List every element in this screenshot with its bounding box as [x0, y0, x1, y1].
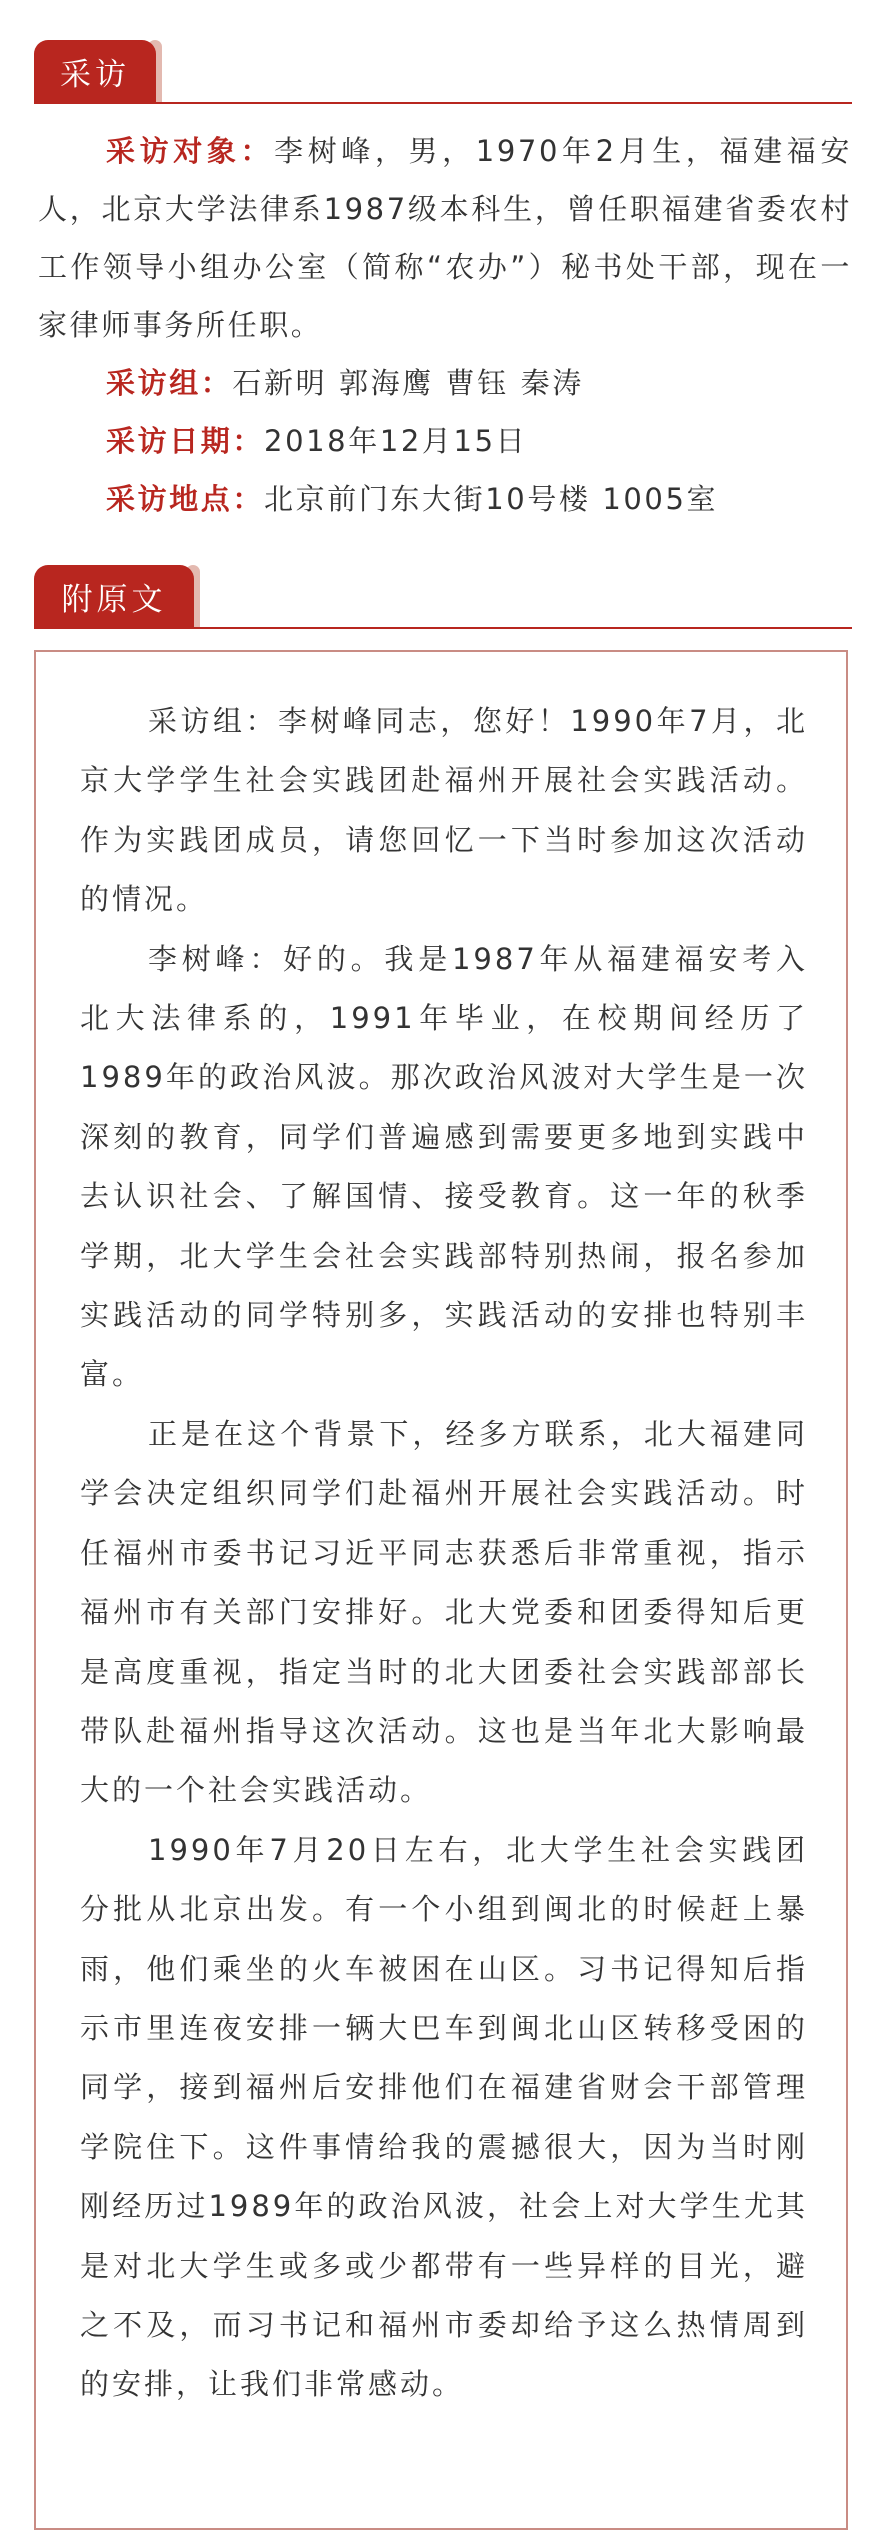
interviewee-paragraph — [38, 122, 852, 354]
interviewee-label: 采访对象： — [106, 134, 275, 168]
meta-value: 北京前门东大街10号楼 1005室 — [264, 482, 719, 516]
section-tab-interview: 采访 — [34, 40, 156, 102]
interview-team — [38, 354, 852, 412]
meta-value: 石新明 郭海鹰 曹钰 秦涛 — [232, 366, 584, 400]
meta-label: 采访组： — [106, 366, 233, 400]
interviewee-text: 李树峰，男，1970年2月生，福建福安人，北京大学法律系1987级本科生，曾任职福建省委农村工作领导小组办公室（简称“农办”）秘书处干部，现在一家律师事务所任职。 — [38, 134, 852, 342]
meta-label: 采访日期： — [106, 424, 265, 458]
section-divider — [34, 627, 852, 629]
article-paragraph: 1990年7月20日左右，北大学生社会实践团分批从北京出发。有一个小组到闽北的时候赶上暴雨，他们乘坐的火车被困在山区。习书记得知后指示市里连夜安排一辆大巴车到闽北山区转移受困的同学，接到福州后安排他们在福建省财会干部管理学院住下。这件事情给我的震撼很大，因为当时刚刚经历过1989年的政治风波，社会上对大学生尤其是对北大学生或多或少都带有一些异样的目光，避之不及，而习书记和福州市委却给予这么热情周到的安排，让我们非常感动。 — [80, 1832, 808, 2402]
section-tab-original-text: 附原文 — [34, 565, 194, 627]
interview-date — [38, 412, 852, 470]
interview-location — [38, 470, 852, 528]
meta-label: 采访地点： — [106, 482, 265, 516]
meta-value: 2018年12月15日 — [264, 424, 528, 458]
article-paragraph: 采访组：李树峰同志，您好！1990年7月，北京大学学生社会实践团赴福州开展社会实践活动。作为实践团成员，请您回忆一下当时参加这次活动的情况。 — [80, 704, 808, 917]
article-paragraph: 正是在这个背景下，经多方联系，北大福建同学会决定组织同学们赴福州开展社会实践活动。时任福州市委书记习近平同志获悉后非常重视，指示福州市有关部门安排好。北大党委和团委得知后更是高度重视，指定当时的北大团委社会实践部部长带队赴福州指导这次活动。这也是当年北大影响最大的一个社会实践活动。 — [80, 1416, 808, 1808]
article-paragraph: 李树峰：好的。我是1987年从福建福安考入北大法律系的，1991年毕业，在校期间经历了1989年的政治风波。那次政治风波对大学生是一次深刻的教育，同学们普遍感到需要更多地到实践中去认识社会、了解国情、接受教育。这一年的秋季学期，北大学生会社会实践部特别热闹，报名参加实践活动的同学特别多，实践活动的安排也特别丰富。 — [80, 941, 808, 1392]
interview-info — [38, 122, 852, 528]
original-text-body — [80, 692, 808, 2415]
section-divider — [34, 102, 852, 104]
